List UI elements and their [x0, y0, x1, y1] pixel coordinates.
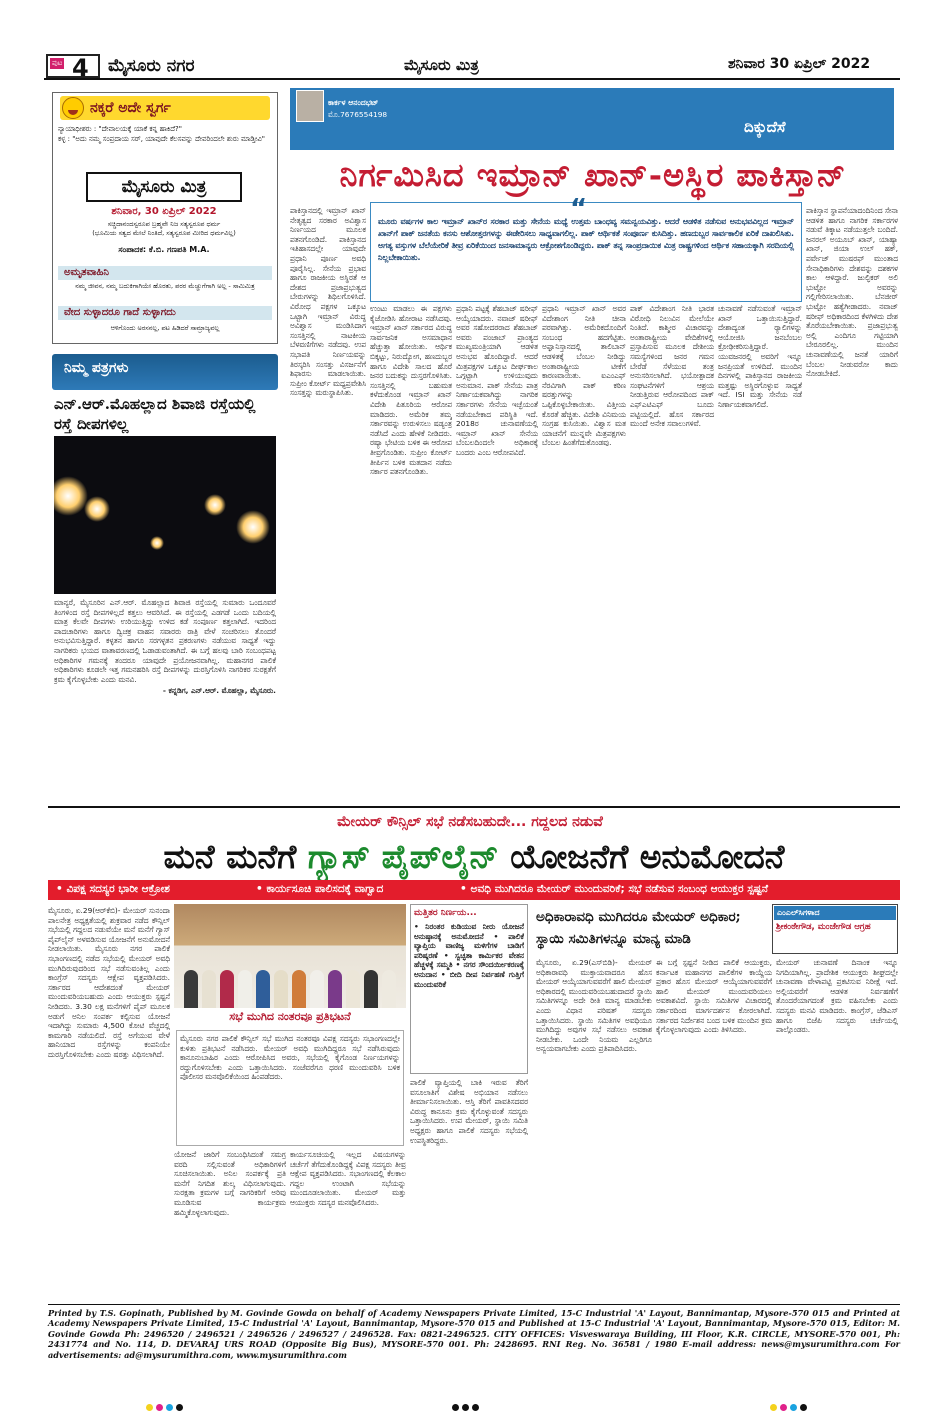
committee-headline: ಅಧಿಕಾರಾವಧಿ ಮುಗಿದರೂ ಮೇಯರ್ ಅಧಿಕಾರ; ಸ್ಥಾಯಿ ಸಮಿತಿಗಳನ್ನೂ ಮಾನ್ಯ ಮಾಡಿ	[536, 906, 768, 952]
gas-kicker: ಮೇಯರ್ ಕೌನ್ಸಿಲ್ ಸಭೆ ನಡೆಸಬಹುದೇ... ಗದ್ದಲದ ನಡುವೆ	[337, 814, 603, 830]
page-number-box	[46, 54, 100, 82]
person-figure	[292, 970, 306, 1008]
registration-mark	[472, 1404, 479, 1411]
gas-headline-part-2: ಗ್ಯಾಸ್ ಪೈಪ್‌ಲೈನ್	[307, 837, 499, 876]
registration-mark	[156, 1404, 163, 1411]
registration-mark	[176, 1404, 183, 1411]
street-light	[204, 494, 226, 516]
gas-column-1: ಮೈಸೂರು, ಏ.29(ಆರ್‌ಕೆಬಿ)- ಮೇಯರ್ ಸುನಂದಾ ಪಾಲನೇತ್ರ ಅಧ್ಯಕ್ಷತೆಯಲ್ಲಿ ಶುಕ್ರವಾರ ನಡೆದ ಕೌನ್ಸಿಲ್ ಸಭೆಯಲ್ಲಿ ಗದ್ದಲದ ನಡುವೆಯೇ ಮನೆ ಮನೆಗೆ ಗ್ಯಾಸ್ ಪೈಪ್‌ಲೈನ್ ಅಳವಡಿಸುವ ಯೋಜನೆಗೆ ಅನುಮೋದನೆ ನೀಡಲಾಯಿತು. ಮೈಸೂರು ನಗರ ಪಾಲಿಕೆ ಸಭಾಂಗಣದಲ್ಲಿ ನಡೆದ ಸಭೆಯಲ್ಲಿ ಮೇಯರ್ ಅವಧಿ ಮುಗಿದಿರುವುದರಿಂದ ಸಭೆ ನಡೆಸುವಂತಿಲ್ಲ ಎಂದು ಕಾಂಗ್ರೆಸ್ ಸದಸ್ಯರು ಆಕ್ಷೇಪ ವ್ಯಕ್ತಪಡಿಸಿದರು. ಸರ್ಕಾರದ ಆದೇಶದಂತೆ ಮೇಯರ್ ಮುಂದುವರಿಯಬಹುದು ಎಂದು ಆಯುಕ್ತರು ಸ್ಪಷ್ಟನೆ ನೀಡಿದರು. 3.30 ಲಕ್ಷ ಮನೆಗಳಿಗೆ ಪೈಪ್ ಮೂಲಕ ಅಡುಗೆ ಅನಿಲ ಸಂಪರ್ಕ ಕಲ್ಪಿಸುವ ಯೋಜನೆ ಇದಾಗಿದ್ದು ಸುಮಾರು 4,500 ಕೋಟಿ ವೆಚ್ಚದಲ್ಲಿ ಕಾಮಗಾರಿ ನಡೆಯಲಿದೆ. ರಸ್ತೆ ಅಗೆಯುವ ವೇಳೆ ಹಾನಿಯಾದ ರಸ್ತೆಗಳನ್ನು ಕಂಪನಿಯೇ ದುರಸ್ತಿಗೊಳಿಸಬೇಕು ಎಂದು ಷರತ್ತು ವಿಧಿಸಲಾಗಿದೆ.	[48, 906, 170, 1059]
author-photo	[296, 90, 324, 122]
person-figure	[310, 970, 324, 1008]
committee-column-1: ಮೈಸೂರು, ಏ.29(ಎಸ್‌ಬಿಡಿ)- ಮೇಯರ್ ಅಧಿಕಾರಾವಧಿ ಮುಕ್ತಾಯವಾದರೂ ಹೊಸ ಮೇಯರ್ ಆಯ್ಕೆಯಾಗುವವರೆಗೆ ಹಾಲಿ ಮೇಯರ್ ಅಧಿಕಾರದಲ್ಲಿ ಮುಂದುವರಿಯಬಹುದಾದರೆ ಸ್ಥಾಯಿ ಸಮಿತಿಗಳನ್ನೂ ಅದೇ ರೀತಿ ಮಾನ್ಯ ಮಾಡಬೇಕು ಎಂದು ವಿಧಾನ ಪರಿಷತ್ ಸದಸ್ಯರು ಒತ್ತಾಯಿಸಿದರು. ಸ್ಥಾಯಿ ಸಮಿತಿಗಳ ಅವಧಿಯೂ ಮುಗಿದಿದ್ದು ಅವುಗಳ ಸಭೆ ನಡೆಸಲು ಅವಕಾಶ ನೀಡಬೇಕು. ಒಂದೇ ನಿಯಮ ಎಲ್ಲರಿಗೂ ಅನ್ವಯವಾಗಬೇಕು ಎಂದು ಪ್ರತಿಪಾದಿಸಿದರು.	[536, 958, 652, 1054]
other-resolutions-heading: ಮತ್ತಿತರ ನಿರ್ಣಯ...	[414, 908, 477, 918]
council-protest-photo	[174, 904, 406, 1008]
imprint-line: Printed by T.S. Gopinath, Published by M. Govinde Gowda on behalf of Academy Newspapers Private Limited, 15-C Industrial 'A' Layout, Bannimantap, Mysore-570 015 and Printed at Academy Newspapers Private Limited, 15-C Industrial 'A' Layout, Bannimantap, Mysore-570 015 and Published at 15-C Industrial 'A' Layout, Bannimantap, Mysore-570 015, Editor: M. Govinde Gowda Ph: 2496520 / 2496521 / 2496526 / 2496527 / 2496528. Fax: 0821-2496525. CITY OFFICES: Visveswaraya Building, III Floor, K.R. CIRCLE, MYSORE-570 001, Ph: 2431774 and No. 114, D. DEVARAJ URS ROAD (Opposite Big Bus), MYSORE-570 001. Ph: 2428695. RNI Reg. No. 36581 / 1980 E-mail address: news@mysurumithra.com For advertisements: ad@mysurumithra.com, www.mysurumithra.com	[48, 1308, 900, 1360]
street-light	[84, 496, 110, 522]
veda-text: ಆಳಿಗೊಂದು ಅರಸನಲ್ಲ, ಪಟ ಹಿಡಿದರೆ ಸಾಮ್ರಾಜ್ಯವಲ್ಲ	[110, 324, 220, 332]
registration-mark	[770, 1404, 777, 1411]
article-column-4: ಪಾಕ್ ವಿದೇಶಾಂಗ ನೀತಿ ಭಾರತ ವಿರೋಧಿ ನಿಲುವಿನ ಮೇಲೆಯೇ ನಿಂತಿದೆ. ಕಾಶ್ಮೀರ ವಿಚಾರವನ್ನು ಅಂತಾರಾಷ್ಟ್ರೀಯ ವೇದಿಕೆಗಳಲ್ಲಿ ಪ್ರಸ್ತಾಪಿಸುವ ಮೂಲಕ ದೇಶೀಯ ಸಮಸ್ಯೆಗಳಿಂದ ಜನರ ಗಮನ ಬೇರೆಡೆ ಸೆಳೆಯುವ ತಂತ್ರ ಅನುಸರಿಸಲಾಗಿದೆ. ಭಯೋತ್ಪಾದಕ ಸಂಘಟನೆಗಳಿಗೆ ಆಶ್ರಯ ನೀಡುತ್ತಿರುವ ಆರೋಪದಿಂದ ಪಾಕ್ ಎಫ್‌ಎಟಿಎಫ್ ಬೂದು ಪಟ್ಟಿಯಲ್ಲಿದೆ. ಹೊಸ ಸರ್ಕಾರದ ಮುಂದೆ ಅನೇಕ ಸವಾಲುಗಳಿವೆ.	[630, 304, 714, 429]
article-lead-column: ಪಾಕಿಸ್ತಾನದಲ್ಲಿ ಇಮ್ರಾನ್ ಖಾನ್ ನೇತೃತ್ವದ ಸರಕಾರ ಅವಿಶ್ವಾಸ ನಿರ್ಣಯದ ಮೂಲಕ ಪತನಗೊಂಡಿದೆ. ಪಾಕಿಸ್ತಾನದ ಇತಿಹಾಸದಲ್ಲೇ ಯಾವುದೇ ಪ್ರಧಾನಿ ಪೂರ್ಣ ಅವಧಿ ಪೂರೈಸಿಲ್ಲ. ಸೇನೆಯ ಪ್ರಭಾವ ಹಾಗೂ ರಾಜಕೀಯ ಅಸ್ಥಿರತೆ ಆ ದೇಶದ ಪ್ರಜಾಪ್ರಭುತ್ವದ ಬೇರುಗಳನ್ನು ಶಿಥಿಲಗೊಳಿಸಿದೆ. ವಿರೋಧ ಪಕ್ಷಗಳ ಒಕ್ಕೂಟ ಒಟ್ಟಾಗಿ ಇಮ್ರಾನ್ ವಿರುದ್ಧ ಅವಿಶ್ವಾಸ ಮಂಡಿಸಿದಾಗ ಸಂಸತ್ತಿನಲ್ಲಿ ನಾಟಕೀಯ ಬೆಳವಣಿಗೆಗಳು ನಡೆದವು. ಉಪ ಸಭಾಪತಿ ನಿರ್ಣಯವನ್ನು ತಿರಸ್ಕರಿಸಿ ಸಂಸತ್ತು ವಿಸರ್ಜನೆಗೆ ಶಿಫಾರಸು ಮಾಡಲಾಯಿತು. ಸುಪ್ರೀಂ ಕೋರ್ಟ್ ಮಧ್ಯಪ್ರವೇಶಿಸಿ ಸಂಸತ್ತನ್ನು ಮರುಸ್ಥಾಪಿಸಿತು.	[290, 206, 366, 398]
joke-line-2: ಕಳ್ಳ : "ಅದು ನಮ್ಮ ಸಂಪ್ರದಾಯ ಸರ್, ಯಾವುದೇ ಕೆಲಸವನ್ನು ದೇವರಿಂದಲೇ ಶುರು ಮಾಡ್ತೀವಿ"	[58, 135, 265, 143]
committee-column-3: ಮೇಯರ್ ಚುನಾವಣೆ ದಿನಾಂಕ ಇನ್ನೂ ನಿಗದಿಯಾಗಿಲ್ಲ. ಪ್ರಾದೇಶಿಕ ಆಯುಕ್ತರು ಶೀಘ್ರದಲ್ಲೇ ಚುನಾವಣಾ ವೇಳಾಪಟ್ಟಿ ಪ್ರಕಟಿಸುವ ನಿರೀಕ್ಷೆ ಇದೆ. ಅಲ್ಲಿಯವರೆಗೆ ಆಡಳಿತ ನಿರ್ವಹಣೆಗೆ ತೊಂದರೆಯಾಗದಂತೆ ಕ್ರಮ ವಹಿಸಬೇಕು ಎಂದು ಸದಸ್ಯರು ಮನವಿ ಮಾಡಿದರು. ಕಾಂಗ್ರೆಸ್, ಜೆಡಿಎಸ್ ಹಾಗೂ ಬಿಜೆಪಿ ಸದಸ್ಯರು ಚರ್ಚೆಯಲ್ಲಿ ಪಾಲ್ಗೊಂಡರು.	[776, 958, 898, 1035]
committee-column-2: ಈ ಬಗ್ಗೆ ಸ್ಪಷ್ಟನೆ ನೀಡಿದ ಪಾಲಿಕೆ ಆಯುಕ್ತರು, ಕರ್ನಾಟಕ ಮಹಾನಗರ ಪಾಲಿಕೆಗಳ ಕಾಯ್ದೆಯ ಪ್ರಕಾರ ಹೊಸ ಮೇಯರ್ ಆಯ್ಕೆಯಾಗುವವರೆಗೆ ಹಾಲಿ ಮೇಯರ್ ಮುಂದುವರಿಯಲು ಅವಕಾಶವಿದೆ. ಸ್ಥಾಯಿ ಸಮಿತಿಗಳ ವಿಚಾರದಲ್ಲಿ ಸರ್ಕಾರದಿಂದ ಮಾರ್ಗದರ್ಶನ ಕೋರಲಾಗಿದೆ. ಸರ್ಕಾರದ ನಿರ್ದೇಶನ ಬಂದ ಬಳಿಕ ಮುಂದಿನ ಕ್ರಮ ಕೈಗೊಳ್ಳಲಾಗುವುದು ಎಂದು ತಿಳಿಸಿದರು.	[656, 958, 772, 1035]
amrutha-heading: ಅಮೃತವಾಹಿನಿ	[58, 266, 272, 280]
masthead: ಮೈಸೂರು ಮಿತ್ರ	[404, 56, 479, 74]
person-figure	[346, 970, 360, 1008]
person-figure	[184, 970, 198, 1008]
article-column-5: ಚುನಾವಣೆ ನಡೆಸುವಂತೆ ಇಮ್ರಾನ್ ಖಾನ್ ಒತ್ತಾಯಿಸುತ್ತಿದ್ದಾರೆ. ದೇಶಾದ್ಯಂತ ರ್‍ಯಾಲಿಗಳನ್ನು ಆಯೋಜಿಸಿ ಜನಬೆಂಬಲ ಕ್ರೋಢೀಕರಿಸುತ್ತಿದ್ದಾರೆ. ಯುವಜನರಲ್ಲಿ ಅವರಿಗೆ ಇನ್ನೂ ಜನಪ್ರಿಯತೆ ಉಳಿದಿದೆ. ಮುಂದಿನ ದಿನಗಳಲ್ಲಿ ಪಾಕಿಸ್ತಾನದ ರಾಜಕೀಯ ಮತ್ತಷ್ಟು ಅಸ್ಥಿರಗೊಳ್ಳುವ ಸಾಧ್ಯತೆ ಇದೆ. ISI ಮತ್ತು ಸೇನೆಯ ನಡೆ ನಿರ್ಣಾಯಕವಾಗಲಿದೆ.	[718, 304, 802, 409]
person-figure	[220, 970, 234, 1008]
gas-headline-part-1: ಮನೆ ಮನೆಗೆ	[163, 837, 308, 876]
article-right-column: ಪಾಕಿಸ್ತಾನ ಸ್ಥಾಪನೆಯಾದಂದಿನಿಂದ ಸೇನಾ ಆಡಳಿತ ಹಾಗೂ ನಾಗರಿಕ ಸರ್ಕಾರಗಳ ನಡುವೆ ತಿಕ್ಕಾಟ ನಡೆಯುತ್ತಲೇ ಬಂದಿದೆ. ಜನರಲ್ ಅಯೂಬ್ ಖಾನ್, ಯಾಹ್ಯಾ ಖಾನ್, ಜಿಯಾ ಉಲ್ ಹಕ್, ಪರ್ವೇಜ್ ಮುಷರಫ್ ಮುಂತಾದ ಸೇನಾಧಿಕಾರಿಗಳು ದೇಶವನ್ನು ದಶಕಗಳ ಕಾಲ ಆಳಿದ್ದಾರೆ. ಜುಲ್ಫಿಕರ್ ಅಲಿ ಭುಟ್ಟೋ ಅವರನ್ನು ಗಲ್ಲಿಗೇರಿಸಲಾಯಿತು. ಬೆನಜೀರ್ ಭುಟ್ಟೋ ಹತ್ಯೆಗೀಡಾದರು. ನವಾಜ್ ಷರೀಫ್ ಅಧಿಕಾರದಿಂದ ಕೆಳಗಿಳಿದು ದೇಶ ತೊರೆಯಬೇಕಾಯಿತು. ಪ್ರಜಾಪ್ರಭುತ್ವ ಅಲ್ಲಿ ಎಂದಿಗೂ ಗಟ್ಟಿಯಾಗಿ ಬೇರೂರಲಿಲ್ಲ. ಮುಂದಿನ ಚುನಾವಣೆಯಲ್ಲಿ ಜನತೆ ಯಾರಿಗೆ ಬೆಂಬಲ ನೀಡುವರೋ ಕಾದು ನೋಡಬೇಕಿದೆ.	[806, 206, 898, 379]
article-column-3: ಪ್ರಧಾನಿ ಇಮ್ರಾನ್ ಖಾನ್ ಅವರ ವಿದೇಶಾಂಗ ನೀತಿ ಚೀನಾ ಪರವಾಗಿತ್ತು. ಅಮೆರಿಕದೊಂದಿಗೆ ಸಂಬಂಧ ಹದಗೆಟ್ಟಿತು. ಅಫ್ಘಾನಿಸ್ತಾನದಲ್ಲಿ ತಾಲಿಬಾನ್ ಆಡಳಿತಕ್ಕೆ ಬೆಂಬಲ ನೀಡಿದ್ದು ಅಂತಾರಾಷ್ಟ್ರೀಯ ಟೀಕೆಗೆ ಕಾರಣವಾಯಿತು. ಐಎಂಎಫ್ ನೆರವಿಗಾಗಿ ಪಾಕ್ ಕಠಿಣ ಷರತ್ತುಗಳನ್ನು ಒಪ್ಪಿಕೊಳ್ಳಬೇಕಾಯಿತು. ವಿತ್ತೀಯ ಕೊರತೆ ಹೆಚ್ಚಿತು. ವಿದೇಶಿ ವಿನಿಮಯ ಸಂಗ್ರಹ ಕುಸಿಯಿತು. ವಿಶ್ವಾಸ ಮತ ಯಾಚನೆಗೆ ಮುನ್ನವೇ ಮಿತ್ರಪಕ್ಷಗಳು ಬೆಂಬಲ ಹಿಂತೆಗೆದುಕೊಂಡವು.	[542, 304, 626, 448]
gas-column-2: ಯೋಜನೆ ಜಾರಿಗೆ ಸಂಬಂಧಿಸಿದಂತೆ ಸಮಗ್ರ ವರದಿ ಸಲ್ಲಿಸುವಂತೆ ಅಧಿಕಾರಿಗಳಿಗೆ ಸೂಚಿಸಲಾಯಿತು. ಅನಿಲ ಸಂಪರ್ಕಕ್ಕೆ ಪ್ರತಿ ಮನೆಗೆ ನಿಗದಿತ ಶುಲ್ಕ ವಿಧಿಸಲಾಗುವುದು. ಸುರಕ್ಷತಾ ಕ್ರಮಗಳ ಬಗ್ಗೆ ನಾಗರಿಕರಿಗೆ ಅರಿವು ಮೂಡಿಸುವ ಕಾರ್ಯಕ್ರಮ ಹಮ್ಮಿಕೊಳ್ಳಲಾಗುವುದು.	[174, 1150, 286, 1217]
article-column-2: ಪ್ರಧಾನಿ ಪಟ್ಟಕ್ಕೆ ಶೆಹಬಾಜ್ ಷರೀಫ್ ಆಯ್ಕೆಯಾದರು. ನವಾಜ್ ಷರೀಫ್ ಅವರ ಸಹೋದರರಾದ ಶೆಹಬಾಜ್ ಅವರು ಪಂಜಾಬ್ ಪ್ರಾಂತ್ಯದ ಮುಖ್ಯಮಂತ್ರಿಯಾಗಿ ಆಡಳಿತ ಅನುಭವ ಹೊಂದಿದ್ದಾರೆ. ಆದರೆ ಮಿತ್ರಪಕ್ಷಗಳ ಒಕ್ಕೂಟ ದೀರ್ಘಕಾಲ ಒಗ್ಗಟ್ಟಾಗಿ ಉಳಿಯುವುದು ಅನುಮಾನ. ಪಾಕ್ ಸೇನೆಯ ಪಾತ್ರ ನಿರ್ಣಾಯಕವಾಗಿದ್ದು ನಾಗರಿಕ ಸರ್ಕಾರಗಳು ಸೇನೆಯ ಇಚ್ಛೆಯಂತೆ ನಡೆಯಬೇಕಾದ ಪರಿಸ್ಥಿತಿ ಇದೆ. 2018ರ ಚುನಾವಣೆಯಲ್ಲಿ ಇಮ್ರಾನ್ ಖಾನ್ ಸೇನೆಯ ಬೆಂಬಲದಿಂದಲೇ ಅಧಿಕಾರಕ್ಕೆ ಬಂದರು ಎಂಬ ಆರೋಪವಿದೆ.	[456, 304, 538, 457]
letters-banner	[52, 354, 278, 390]
gas-highlights-strip	[48, 880, 900, 900]
person-figure	[256, 970, 270, 1008]
letter-body	[54, 598, 276, 820]
amrutha-text: ನಮ್ಮ ಜೀವನ, ನಮ್ಮ ಬದುಕಿಗಾಗಿಯೇ ಹೊರತು, ಪರರ ಮೆಚ್ಚುಗೆಗಾಗಿ ಅಲ್ಲ - ಸಾಮಿಮಿತ್ರ	[75, 282, 255, 290]
registration-mark	[800, 1404, 807, 1411]
highlight-2: • ಕಾರ್ಯಸೂಚಿ ಪಾಲಿಸದಕ್ಕೆ ವಾಗ್ವಾದ	[256, 883, 384, 895]
person-figure	[364, 970, 378, 1008]
registration-mark	[166, 1404, 173, 1411]
registration-mark	[780, 1404, 787, 1411]
issue-date: ಶನಿವಾರ 30 ಏಪ್ರಿಲ್ 2022	[728, 56, 871, 72]
column-name: ದಿಕ್ಕುದೆಸೆ	[744, 118, 786, 136]
editor-line: ಸಂಪಾದಕ: ಕೆ.ಬಿ. ಗಣಪತಿ M.A.	[118, 245, 210, 254]
motto	[56, 220, 272, 238]
letter-signature: - ಕನ್ನಡಿಗ, ಎನ್.ಆರ್. ಮೊಹಲ್ಲಾ, ಮೈಸೂರು.	[162, 686, 276, 696]
gas-headline	[48, 836, 900, 878]
person-figure	[202, 970, 216, 1008]
street-light	[54, 476, 88, 516]
motto-line-1: ಸಚ್ಚಿದಾನಂದಸ್ವರೂಪ ಬ್ರಹ್ಮವೇ ನಿಜ ಸತ್ಯಸ್ವರೂಪ ಧರ್ಮ	[107, 220, 221, 228]
page-label: ಪುಟ	[52, 59, 63, 67]
person-figure	[274, 970, 288, 1008]
section-divider	[48, 806, 900, 808]
person-figure	[238, 970, 252, 1008]
mini-masthead-logo: ಮೈಸೂರು ಮಿತ್ರ	[86, 172, 242, 202]
street-light	[236, 510, 270, 544]
mlc-box-heading: ಎಂಎಲ್‌ಸಿಗಳಾದ	[774, 906, 896, 920]
registration-mark	[452, 1404, 459, 1411]
letters-banner-label: ನಿಮ್ಮ ಪತ್ರಗಳು	[64, 360, 129, 376]
mlc-box-text: ಶ್ರೀಕಂಠೇಗೌಡ, ಮಂಜೇಗೌಡ ಆಗ್ರಹ	[776, 922, 871, 932]
registration-mark	[146, 1404, 153, 1411]
joke-line-1: ನ್ಯಾಯಾಧೀಶರು : "ದೇವಾಲಯಕ್ಕೆ ಯಾಕೆ ಕನ್ನ ಹಾಕಿದೆ?"	[58, 125, 182, 133]
pull-quote-text: ಮೂರು ವರ್ಷಗಳ ಕಾಲ ಇಮ್ರಾನ್ ಖಾನ್‌ರ ಸರಕಾರ ಮತ್ತು ಸೇನೆಯ ಮಧ್ಯೆ ಉತ್ತಮ ಬಾಂಧವ್ಯ ಸಮನ್ವಯವಿತ್ತು. ಆದರೆ ಆಡಳಿತ ನಡೆಸುವ ಅನುಭವವಿಲ್ಲದ ಇಮ್ರಾನ್ ಖಾನ್‌ಗೆ ಪಾಕ್ ಜನತೆಯ ಕನಸು ಆಶೋತ್ತರಗಳನ್ನು ಈಡೇರಿಸಲು ಸಾಧ್ಯವಾಗಲಿಲ್ಲ. ಪಾಕ್ ಆರ್ಥಿಕತೆ ಸಂಪೂರ್ಣ ಕುಸಿದಿತ್ತು. ಹಣದುಬ್ಬರ ಸಾರ್ವಕಾಲಿಕ ಏರಿಕೆ ದಾಖಲಿಸಿತು. ಅಗತ್ಯ ವಸ್ತುಗಳ ಬೆಲೆಯೇರಿಕೆ ತೀವ್ರ ಏರಿಕೆಯಿಂದ ಜನಸಾಮಾನ್ಯರು ಆಕ್ರೋಶಗೊಂಡಿದ್ದರು. ಪಾಕ್ ತನ್ನ ಸಾಂಪ್ರದಾಯಿಕ ಮಿತ್ರ ರಾಷ್ಟ್ರಗಳಿಂದ ಆರ್ಥಿಕ ಸಹಾಯಕ್ಕಾಗಿ ಸರದಿಯಲ್ಲಿ ನಿಲ್ಲಬೇಕಾಯಿತು.	[378, 217, 794, 262]
quote-mark-icon: “	[570, 194, 588, 224]
veda-heading: ವೇದ ಸುಳ್ಳಾದರೂ ಗಾದೆ ಸುಳ್ಳಾಗದು	[58, 306, 272, 320]
other-resolutions-list: • ನಿರಂತರ ಕುಡಿಯುವ ನೀರು ಯೋಜನೆ ಅನುಷ್ಠಾನಕ್ಕೆ ಅನುಮೋದನೆ • ಪಾಲಿಕೆ ವ್ಯಾಪ್ತಿಯ ವಾಣಿಜ್ಯ ಮಳಿಗೆಗಳ ಬಾಡಿಗೆ ಪರಿಷ್ಕರಣೆ • ಸ್ವಚ್ಛತಾ ಕಾರ್ಮಿಕರ ವೇತನ ಹೆಚ್ಚಳಕ್ಕೆ ಸಮ್ಮತಿ • ನಗರ ಸೌಂದರ್ಯೀಕರಣಕ್ಕೆ ಅನುದಾನ • ಬೀದಿ ದೀಪ ನಿರ್ವಹಣೆ ಗುತ್ತಿಗೆ ಮುಂದುವರಿಕೆ	[414, 922, 524, 989]
registration-mark	[462, 1404, 469, 1411]
joke-text	[58, 124, 274, 144]
gas-column-4: ಪಾಲಿಕೆ ವ್ಯಾಪ್ತಿಯಲ್ಲಿ ಬಾಕಿ ಇರುವ ತೆರಿಗೆ ವಸೂಲಾತಿಗೆ ವಿಶೇಷ ಅಭಿಯಾನ ನಡೆಸಲು ತೀರ್ಮಾನಿಸಲಾಯಿತು. ಆಸ್ತಿ ತೆರಿಗೆ ಪಾವತಿಸದವರ ವಿರುದ್ಧ ಕಾನೂನು ಕ್ರಮ ಕೈಗೊಳ್ಳುವಂತೆ ಸದಸ್ಯರು ಒತ್ತಾಯಿಸಿದರು. ಉಪ ಮೇಯರ್, ಸ್ಥಾಯಿ ಸಮಿತಿ ಅಧ್ಯಕ್ಷರು ಹಾಗೂ ಪಾಲಿಕೆ ಸದಸ್ಯರು ಸಭೆಯಲ್ಲಿ ಉಪಸ್ಥಿತರಿದ್ದರು.	[410, 1078, 528, 1145]
author-name: ಕಾರ್ಕಳ ಆನಂದಭಟ್	[328, 98, 379, 107]
article-headline: ನಿರ್ಗಮಿಸಿದ ಇಮ್ರಾನ್ ಖಾನ್-ಅಸ್ಥಿರ ಪಾಕಿಸ್ತಾನ್	[339, 156, 847, 194]
footer-divider	[48, 1304, 900, 1305]
registration-mark	[790, 1404, 797, 1411]
person-figure	[382, 970, 396, 1008]
photo-caption: ಮೈಸೂರು ನಗರ ಪಾಲಿಕೆ ಕೌನ್ಸಿಲ್ ಸಭೆ ಮುಗಿದ ನಂತರವೂ ವಿಪಕ್ಷ ಸದಸ್ಯರು ಸಭಾಂಗಣದಲ್ಲೇ ಕುಳಿತು ಪ್ರತಿಭಟನೆ ನಡೆಸಿದರು. ಮೇಯರ್ ಅವಧಿ ಮುಗಿದಿದ್ದರೂ ಸಭೆ ನಡೆಸಿರುವುದು ಕಾನೂನುಬಾಹಿರ ಎಂದು ಆರೋಪಿಸಿದ ಅವರು, ಸಭೆಯಲ್ಲಿ ಕೈಗೊಂಡ ನಿರ್ಣಯಗಳನ್ನು ರದ್ದುಗೊಳಿಸಬೇಕು ಎಂದು ಒತ್ತಾಯಿಸಿದರು. ಸಂಜೆವರೆಗೂ ಧರಣಿ ಮುಂದುವರಿಸಿ ಬಳಿಕ ಪೊಲೀಸರ ಮನವೊಲಿಕೆಯಿಂದ ಹಿಂಪಡೆದರು.	[176, 1030, 404, 1146]
author-phone: ಮೊ.7676554198	[328, 110, 388, 119]
night-street-photo	[54, 436, 276, 594]
letter-text: ಮಾನ್ಯರೆ, ಮೈಸೂರಿನ ಎನ್.ಆರ್. ಮೊಹಲ್ಲಾದ ಶಿವಾಜಿ ರಸ್ತೆಯಲ್ಲಿ ಸುಮಾರು ಒಂದೂವರೆ ತಿಂಗಳಿಂದ ರಸ್ತೆ ದೀಪಗಳಿಲ್ಲದೆ ಕತ್ತಲು ಆವರಿಸಿದೆ. ಈ ರಸ್ತೆಯಲ್ಲಿ ಎಡಗಡೆ ಒಂದು ಬದಿಯಲ್ಲಿ ಮಾತ್ರ ಕೆಲವೇ ದೀಪಗಳು ಉರಿಯುತ್ತಿದ್ದು ಉಳಿದ ಕಡೆ ಸಂಪೂರ್ಣ ಕತ್ತಲಾಗಿದೆ. ಇದರಿಂದ ಪಾದಚಾರಿಗಳು ಹಾಗೂ ದ್ವಿಚಕ್ರ ವಾಹನ ಸವಾರರು ರಾತ್ರಿ ವೇಳೆ ಸಂಚರಿಸಲು ತೊಂದರೆ ಅನುಭವಿಸುತ್ತಿದ್ದಾರೆ. ಕಳ್ಳತನ ಹಾಗೂ ಸರಗಳ್ಳತನ ಪ್ರಕರಣಗಳು ನಡೆಯುವ ಸಾಧ್ಯತೆ ಇದ್ದು ನಾಗರಿಕರು ಭಯದ ವಾತಾವರಣದಲ್ಲಿ ಓಡಾಡುವಂತಾಗಿದೆ. ಈ ಬಗ್ಗೆ ಹಲವು ಬಾರಿ ಸಂಬಂಧಪಟ್ಟ ಅಧಿಕಾರಿಗಳ ಗಮನಕ್ಕೆ ತಂದರೂ ಯಾವುದೇ ಪ್ರಯೋಜನವಾಗಿಲ್ಲ. ಮಹಾನಗರ ಪಾಲಿಕೆ ಅಧಿಕಾರಿಗಳು ಕೂಡಲೇ ಇತ್ತ ಗಮನಹರಿಸಿ ರಸ್ತೆ ದೀಪಗಳನ್ನು ದುರಸ್ತಿಗೊಳಿಸಿ ನಾಗರಿಕರ ಸುರಕ್ಷತೆಗೆ ಕ್ರಮ ಕೈಗೊಳ್ಳಬೇಕು ಎಂದು ಮನವಿ.	[54, 598, 276, 684]
section-title: ಮೈಸೂರು ನಗರ	[108, 56, 195, 76]
highlight-3: • ಅವಧಿ ಮುಗಿದರೂ ಮೇಯರ್ ಮುಂದುವರಿಕೆ; ಸಭೆ ನಡೆಸುವ ಸಂಬಂಧ ಆಯುಕ್ತರ ಸ್ಪಷ್ಟನೆ	[460, 883, 769, 895]
box-date: ಶನಿವಾರ, 30 ಏಪ್ರಿಲ್ 2022	[111, 206, 217, 217]
letter-title: ಎನ್.ಆರ್.ಮೊಹಲ್ಲಾದ ಶಿವಾಜಿ ರಸ್ತೆಯಲ್ಲಿ ರಸ್ತೆ ದೀಪಗಳಿಲ್ಲ	[54, 395, 256, 433]
vehicle-light	[150, 536, 164, 550]
article-column-1: ಉಂಟು ಮಾಡಲು ಈ ಪಕ್ಷಗಳು ಕೈಜೋಡಿಸಿ ಹೋರಾಟ ನಡೆಸಿದವು. ಇಮ್ರಾನ್ ಖಾನ್ ಸರ್ಕಾರದ ವಿರುದ್ಧ ಸಾರ್ವಜನಿಕ ಅಸಮಾಧಾನ ಹೆಚ್ಚುತ್ತಾ ಹೋಯಿತು. ಆರ್ಥಿಕ ಬಿಕ್ಕಟ್ಟು, ನಿರುದ್ಯೋಗ, ಹಣದುಬ್ಬರ ಹಾಗೂ ವಿದೇಶಿ ಸಾಲದ ಹೊರೆ ಜನರ ಬದುಕನ್ನು ದುಸ್ತರಗೊಳಿಸಿತು. ಸಂಸತ್ತಿನಲ್ಲಿ ಬಹುಮತ ಕಳೆದುಕೊಂಡ ಇಮ್ರಾನ್ ಖಾನ್ ವಿದೇಶಿ ಪಿತೂರಿಯ ಆರೋಪ ಮಾಡಿದರು. ಅಮೆರಿಕ ತಮ್ಮ ಸರ್ಕಾರವನ್ನು ಉರುಳಿಸಲು ಷಡ್ಯಂತ್ರ ನಡೆಸಿದೆ ಎಂದು ಹೇಳಿಕೆ ನೀಡಿದರು. ರಷ್ಯಾ ಭೇಟಿಯ ಬಳಿಕ ಈ ಆರೋಪ ತೀವ್ರಗೊಂಡಿತು. ಸುಪ್ರೀಂ ಕೋರ್ಟ್ ತೀರ್ಪಿನ ಬಳಿಕ ಮತದಾನ ನಡೆದು ಸರ್ಕಾರ ಪತನಗೊಂಡಿತು.	[370, 304, 452, 477]
gas-column-3: ಕಾರ್ಯಸೂಚಿಯಲ್ಲಿ ಇಲ್ಲದ ವಿಷಯಗಳನ್ನು ಚರ್ಚೆಗೆ ತೆಗೆದುಕೊಂಡಿದ್ದಕ್ಕೆ ವಿಪಕ್ಷ ಸದಸ್ಯರು ತೀವ್ರ ಆಕ್ಷೇಪ ವ್ಯಕ್ತಪಡಿಸಿದರು. ಸಭಾಂಗಣದಲ್ಲಿ ಕೆಲಕಾಲ ಗದ್ದಲ ಉಂಟಾಗಿ ಸಭೆಯನ್ನು ಮುಂದೂಡಲಾಯಿತು. ಮೇಯರ್ ಮತ್ತು ಆಯುಕ್ತರು ಸದಸ್ಯರ ಮನವೊಲಿಸಿದರು.	[290, 1150, 406, 1207]
page-number: 4	[72, 54, 89, 82]
nakkare-title: ನಕ್ಕರೆ ಅದೇ ಸ್ವರ್ಗ	[60, 96, 270, 120]
highlight-1: • ವಿಪಕ್ಷ ಸದಸ್ಯರ ಭಾರೀ ಆಕ್ರೋಶ	[56, 883, 170, 895]
photo-subhead: ಸಭೆ ಮುಗಿದ ನಂತರವೂ ಪ್ರತಿಭಟನೆ	[229, 1010, 351, 1023]
person-figure	[328, 970, 342, 1008]
gas-headline-part-3: ಯೋಜನೆಗೆ ಅನುಮೋದನೆ	[498, 837, 785, 876]
motto-line-2: (ಭೂಮಿಯ ಸತ್ವದ ಮೇಲೆ ನಿಂತಿದೆ, ಸತ್ಯಸ್ವರೂಪ ಮೀರಿದ ಧರ್ಮವಿಲ್ಲ)	[92, 229, 236, 237]
laughing-face-icon	[62, 97, 84, 119]
